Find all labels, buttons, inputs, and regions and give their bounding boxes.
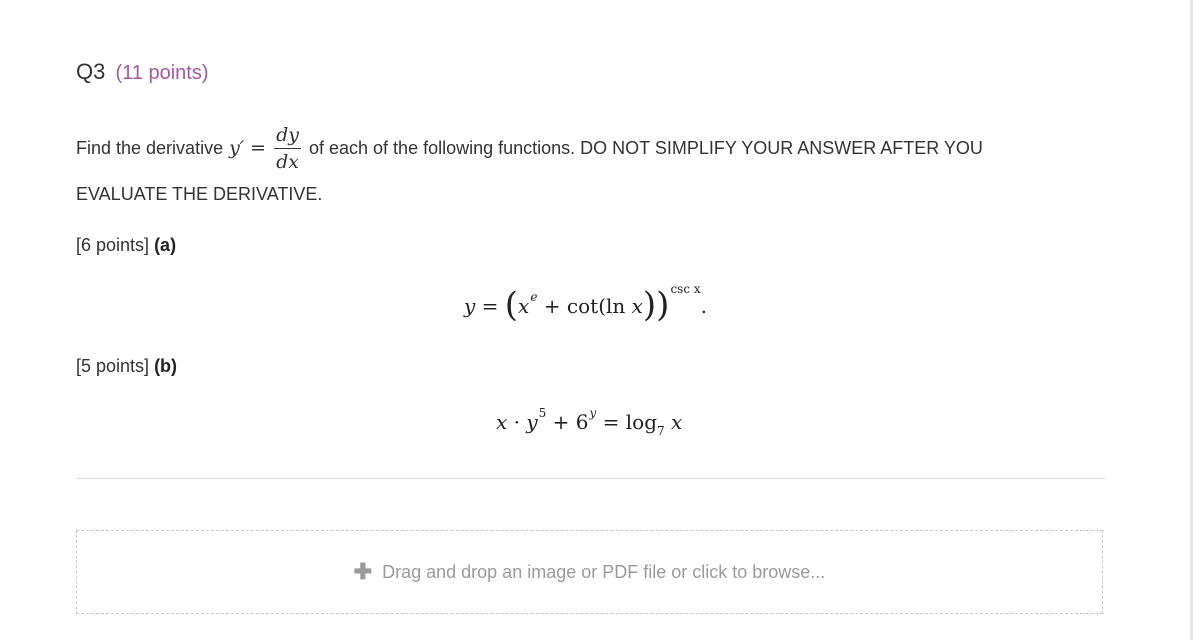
part-a-label [76, 235, 176, 256]
eq-a-close: )) [642, 285, 670, 325]
eq-a-lhs: y = [464, 294, 499, 318]
eq-a-var: x [631, 294, 643, 318]
question-header [76, 56, 209, 89]
prompt-line-2: EVALUATE THE DERIVATIVE. [76, 184, 323, 204]
eq-b-log-base: 7 [657, 424, 665, 438]
part-a-points: [6 points] [76, 235, 150, 255]
part-b-letter: (b) [154, 356, 178, 376]
section-divider [76, 478, 1105, 479]
eq-b-log: = log [602, 410, 658, 434]
eq-b-six-exp: y [589, 406, 597, 420]
part-b-points: [5 points] [76, 356, 150, 376]
plus-icon: ✚ [353, 559, 373, 584]
eq-b-six: + 6 [552, 410, 589, 434]
part-a-letter: (a) [154, 235, 177, 255]
question-number: Q3 [76, 59, 106, 84]
equation-b [496, 406, 683, 438]
eq-a-lparen: ( [504, 285, 519, 325]
file-upload-dropzone[interactable] [76, 530, 1103, 614]
dy-dx-fraction [274, 124, 301, 173]
part-b-label [76, 356, 177, 377]
eq-b-rhs: x [671, 410, 683, 434]
eq-b-y: y [526, 410, 538, 434]
fraction-numerator: dy [274, 124, 301, 149]
eq-a-period: . [700, 294, 707, 318]
y-prime-symbol: y′ = [229, 137, 267, 159]
upload-label: Drag and drop an image or PDF file or click to browse... [382, 561, 826, 582]
eq-a-cot: + cot(ln [543, 294, 626, 318]
question-prompt [76, 118, 1076, 206]
eq-a-base-exp: e [530, 290, 538, 304]
eq-a-base: x [518, 294, 530, 318]
eq-b-dot: · [513, 410, 520, 434]
question-points: (11 points) [115, 62, 209, 84]
prompt-prefix: Find the derivative [76, 137, 224, 158]
fraction-denominator: dx [276, 150, 299, 173]
eq-a-outer-exp: csc x [670, 282, 701, 296]
prompt-suffix: of each of the following functions. DO NOT SIMPLIFY YOUR ANSWER AFTER YOU [309, 137, 983, 158]
eq-b-x: x [496, 410, 508, 434]
eq-b-y-exp: 5 [538, 406, 547, 420]
equation-a [464, 282, 707, 325]
